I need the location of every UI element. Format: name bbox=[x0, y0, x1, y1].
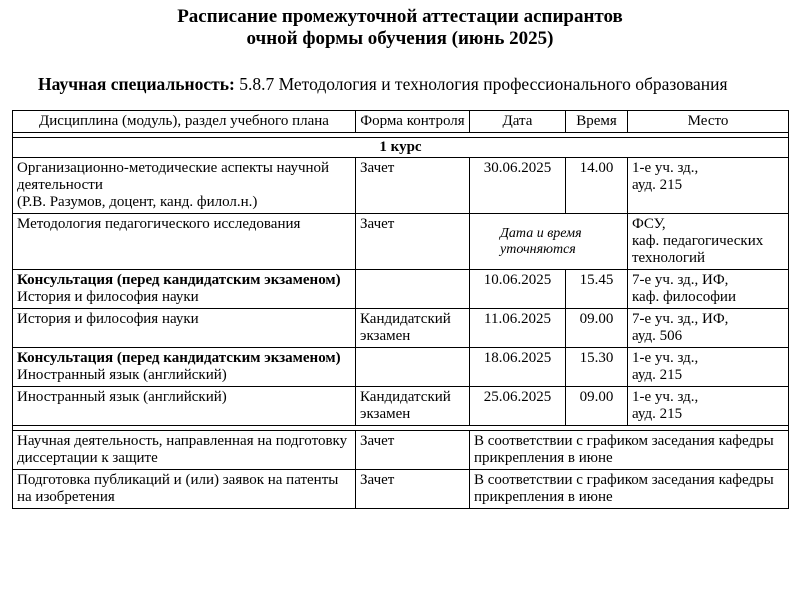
date-cell: 18.06.2025 bbox=[470, 348, 566, 387]
place-cell bbox=[628, 214, 789, 270]
time-cell: 09.00 bbox=[566, 309, 628, 348]
table-row bbox=[13, 348, 789, 387]
table-row bbox=[13, 214, 789, 270]
discipline-cell: Подготовка публикаций и (или) заявок на патенты на изобретения bbox=[13, 470, 356, 509]
place-line-1: 7-е уч. зд., ИФ, bbox=[632, 311, 729, 327]
header-time: Время bbox=[566, 111, 628, 133]
place-cell bbox=[628, 270, 789, 309]
time-cell: 15.45 bbox=[566, 270, 628, 309]
header-discipline: Дисциплина (модуль), раздел учебного плана bbox=[13, 111, 356, 133]
form-cell: Кандидатский экзамен bbox=[356, 309, 470, 348]
discipline-teacher: (Р.В. Разумов, доцент, канд. филол.н.) bbox=[17, 194, 258, 210]
table-row bbox=[13, 309, 789, 348]
date-cell: 30.06.2025 bbox=[470, 158, 566, 214]
time-cell: 15.30 bbox=[566, 348, 628, 387]
schedule-note: В соответствии с графиком заседания кафедры прикрепления в июне bbox=[470, 431, 789, 470]
discipline-text: Иностранный язык (английский) bbox=[17, 367, 227, 383]
table-row bbox=[13, 158, 789, 214]
discipline-cell bbox=[13, 270, 356, 309]
table-row bbox=[13, 270, 789, 309]
discipline-cell: История и философия науки bbox=[13, 309, 356, 348]
course-label: 1 курс bbox=[13, 138, 789, 158]
discipline-cell bbox=[13, 158, 356, 214]
place-cell bbox=[628, 387, 789, 426]
header-place: Место bbox=[628, 111, 789, 133]
title-line-2: очной формы обучения (июнь 2025) bbox=[246, 28, 554, 49]
consultation-label: Консультация (перед кандидатским экзаменом) bbox=[17, 350, 341, 366]
title-line-1: Расписание промежуточной аттестации аспирантов bbox=[177, 6, 623, 27]
date-cell: 25.06.2025 bbox=[470, 387, 566, 426]
place-line-1: 1-е уч. зд., bbox=[632, 389, 699, 405]
form-cell: Зачет bbox=[356, 470, 470, 509]
header-form: Форма контроля bbox=[356, 111, 470, 133]
form-cell bbox=[356, 270, 470, 309]
date-time-note: Дата и время уточняются bbox=[470, 214, 628, 270]
place-line-1: 1-е уч. зд., bbox=[632, 160, 699, 176]
form-cell: Зачет bbox=[356, 158, 470, 214]
place-line-2: ауд. 215 bbox=[632, 406, 683, 422]
consultation-label: Консультация (перед кандидатским экзаменом) bbox=[17, 272, 341, 288]
place-line-2: каф. философии bbox=[632, 289, 736, 305]
time-cell: 14.00 bbox=[566, 158, 628, 214]
place-cell bbox=[628, 309, 789, 348]
form-cell: Кандидатский экзамен bbox=[356, 387, 470, 426]
specialty-line bbox=[38, 74, 728, 95]
place-line-1: 7-е уч. зд., ИФ, bbox=[632, 272, 729, 288]
specialty-label: Научная специальность: bbox=[38, 74, 235, 94]
schedule-table bbox=[12, 110, 789, 509]
discipline-cell: Иностранный язык (английский) bbox=[13, 387, 356, 426]
place-line-2: ауд. 215 bbox=[632, 177, 683, 193]
page-title bbox=[0, 6, 800, 50]
discipline-cell: Научная деятельность, направленная на подготовку диссертации к защите bbox=[13, 431, 356, 470]
date-cell: 10.06.2025 bbox=[470, 270, 566, 309]
header-date: Дата bbox=[470, 111, 566, 133]
form-cell: Зачет bbox=[356, 431, 470, 470]
place-line-1: ФСУ, bbox=[632, 216, 666, 232]
place-cell bbox=[628, 158, 789, 214]
table-row bbox=[13, 470, 789, 509]
discipline-text: История и философия науки bbox=[17, 289, 199, 305]
place-cell bbox=[628, 348, 789, 387]
place-line-2: ауд. 215 bbox=[632, 367, 683, 383]
form-cell bbox=[356, 348, 470, 387]
discipline-text: Организационно-методические аспекты научной деятельности bbox=[17, 160, 330, 193]
discipline-cell: Методология педагогического исследования bbox=[13, 214, 356, 270]
form-cell: Зачет bbox=[356, 214, 470, 270]
header-row bbox=[13, 111, 789, 133]
table-row bbox=[13, 387, 789, 426]
date-cell: 11.06.2025 bbox=[470, 309, 566, 348]
discipline-cell bbox=[13, 348, 356, 387]
course-row bbox=[13, 138, 789, 158]
place-line-1: 1-е уч. зд., bbox=[632, 350, 699, 366]
schedule-note: В соответствии с графиком заседания кафедры прикрепления в июне bbox=[470, 470, 789, 509]
place-line-2: каф. педагогических технологий bbox=[632, 233, 764, 266]
time-cell: 09.00 bbox=[566, 387, 628, 426]
table-row bbox=[13, 431, 789, 470]
specialty-value: 5.8.7 Методология и технология профессионального образования bbox=[239, 74, 728, 94]
place-line-2: ауд. 506 bbox=[632, 328, 683, 344]
